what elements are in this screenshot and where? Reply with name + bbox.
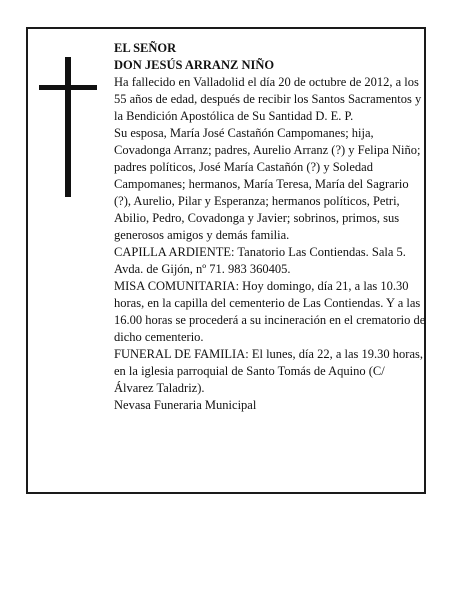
- mass-info: MISA COMUNITARIA: Hoy domingo, día 21, a las 10.30 horas, en la capilla del cementerio de Las Contiendas. Y a las 16.00 horas se procederá a su incineración en el crematorio de dicho cementerio.: [114, 279, 426, 344]
- funeral-home: Nevasa Funeraria Municipal: [114, 398, 257, 412]
- notice-text: [114, 40, 426, 414]
- cross-horizontal-bar: [39, 85, 97, 90]
- deceased-name: DON JESÚS ARRANZ NIÑO: [114, 58, 275, 72]
- death-announcement: Ha fallecido en Valladolid el día 20 de octubre de 2012, a los 55 años de edad, después de recibir los Santos Sacramentos y la Bendición Apostólica de Su Santidad D. E. P.: [114, 75, 422, 123]
- family-list: Su esposa, María José Castañón Campomanes; hija, Covadonga Arranz; padres, Aurelio Arranz (?) y Felipa Niño; padres políticos, José María Castañón (?) y Soledad Campomanes; hermanos, María Teresa, María del Sagrario (?), Aurelio, Pilar y Esperanza; hermanos políticos, Petri, Abilio, Pedro, Covadonga y Javier; sobrinos, primos, sus generosos amigos y demás familia.: [114, 126, 421, 242]
- cross-vertical-bar: [65, 57, 71, 197]
- cross-icon: [39, 57, 97, 197]
- obituary-notice: [26, 27, 426, 494]
- notice-title: EL SEÑOR: [114, 41, 177, 55]
- funeral-info: FUNERAL DE FAMILIA: El lunes, día 22, a las 19.30 horas, en la iglesia parroquial de Santo Tomás de Aquino (C/ Álvarez Taladriz).: [114, 347, 423, 395]
- chapel-info: CAPILLA ARDIENTE: Tanatorio Las Contiendas. Sala 5. Avda. de Gijón, nº 71. 983 360405.: [114, 245, 406, 276]
